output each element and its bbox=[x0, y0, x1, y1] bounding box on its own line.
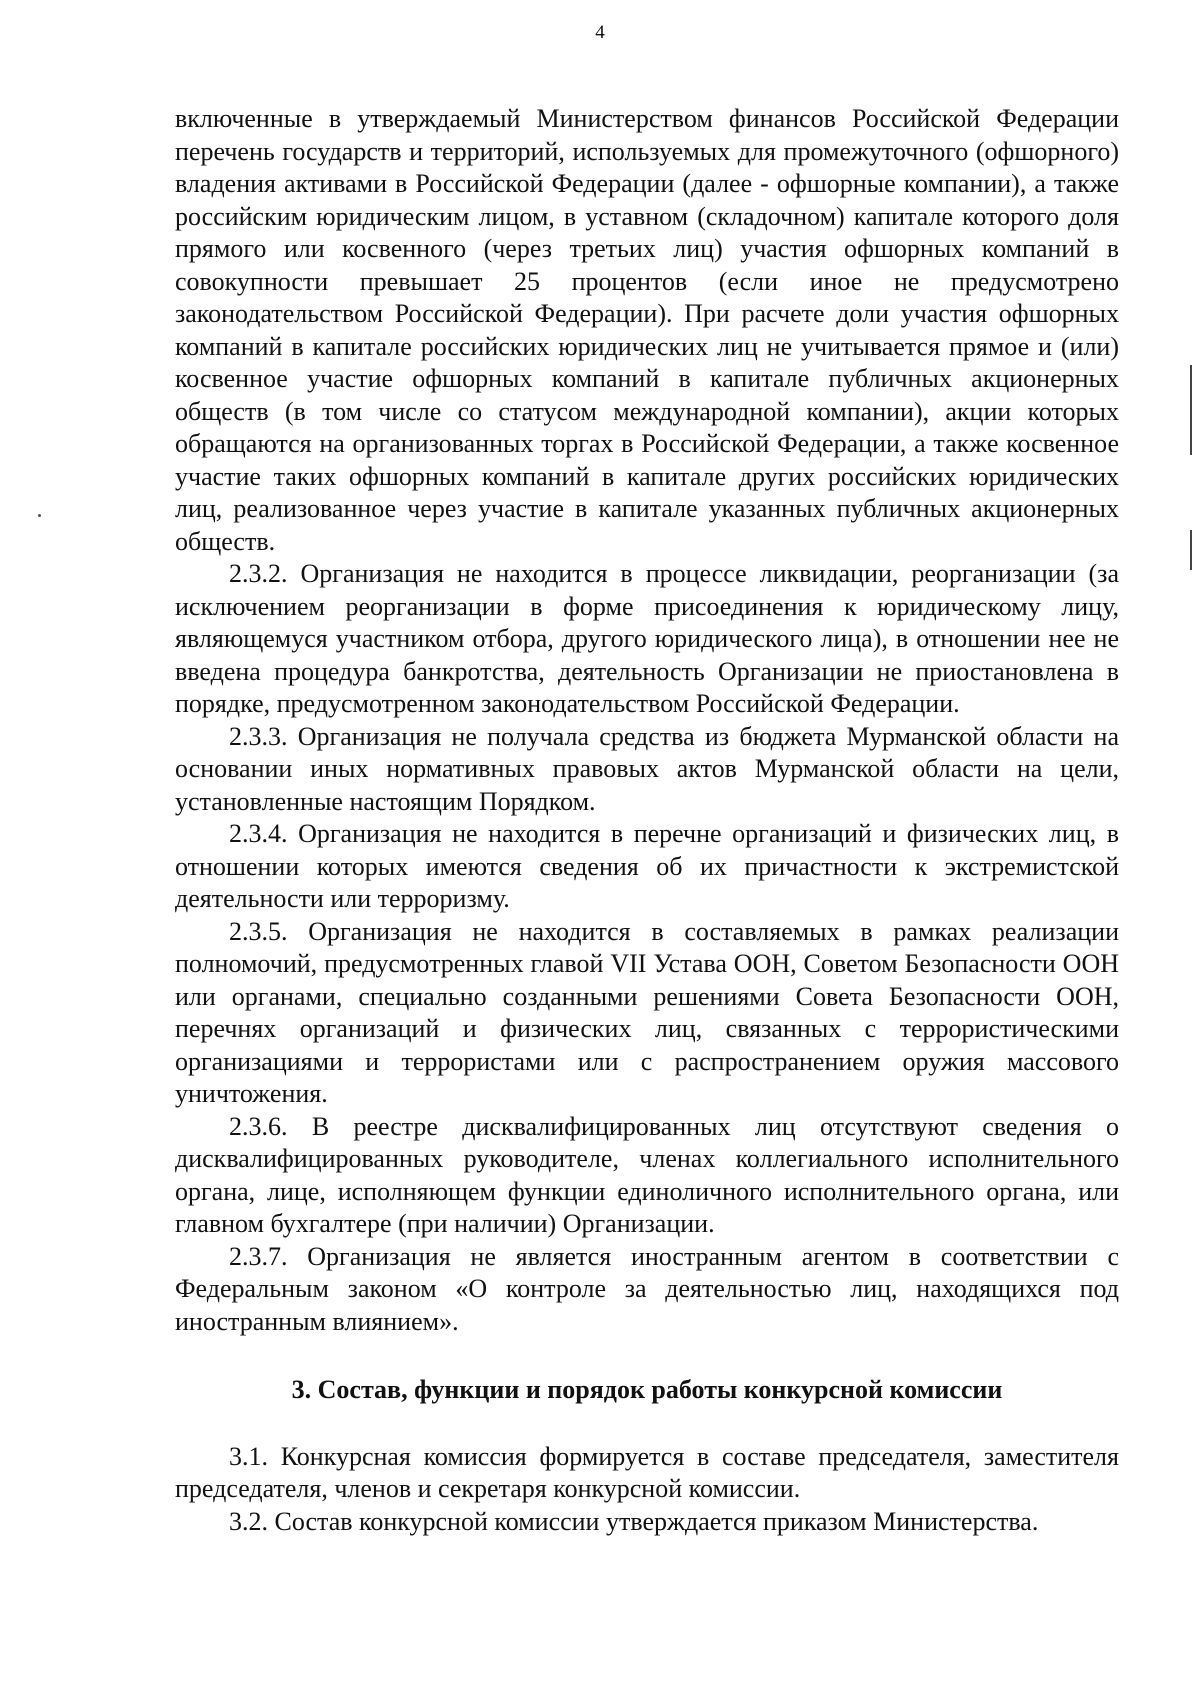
scan-edge-mark bbox=[1190, 365, 1192, 455]
paragraph-2-3-7: 2.3.7. Организация не является иностранным агентом в соответствии с Федеральным законом «О контроле за деятельностью лиц, находящихся под иностранным влиянием». bbox=[175, 1241, 1119, 1336]
document-body bbox=[175, 103, 1119, 1538]
paragraph-offshore-continuation: включенные в утверждаемый Министерством финансов Российской Федерации перечень государств и территорий, используемых для промежуточного (офшорного) владения активами в Российской Федерации (далее - офшорные компании), а также российским юридическим лицом, в уставном (складочном) капитале которого доля прямого или косвенного (через третьих лиц) участия офшорных компаний в совокупности превышает 25 процентов (если иное не предусмотрено законодательством Российской Федерации). При расчете доли участия офшорных компаний в капитале российских юридических лиц не учитывается прямое и (или) косвенное участие офшорных компаний в капитале публичных акционерных обществ (в том числе со статусом международной компании), акции которых обращаются на организованных торгах в Российской Федерации, а также косвенное участие таких офшорных компаний в капитале других российских юридических лиц, реализованное через участие в капитале указанных публичных акционерных обществ. bbox=[175, 104, 1119, 556]
paragraph-2-3-4: 2.3.4. Организация не находится в перечне организаций и физических лиц, в отношении которых имеются сведения об их причастности к экстремистской деятельности или терроризму. bbox=[175, 819, 1119, 913]
paragraph-2-3-3: 2.3.3. Организация не получала средства из бюджета Мурманской области на основании иных нормативных правовых актов Мурманской области на цели, установленные настоящим Порядком. bbox=[175, 721, 1119, 816]
paragraph-2-3-5: 2.3.5. Организация не находится в составляемых в рамках реализации полномочий, предусмотренных главой VII Устава ООН, Советом Безопасности ООН или органами, специально созданными решениями Совета Безопасности ООН, перечнях организаций и физических лиц, связанных с террористическими организациями и террористами или с распространением оружия массового уничтожения. bbox=[175, 916, 1119, 1108]
scan-speck bbox=[38, 514, 41, 517]
paragraph-3-1: 3.1. Конкурсная комиссия формируется в составе председателя, заместителя председателя, членов и секретаря конкурсной комиссии. bbox=[175, 1441, 1119, 1503]
section-3-heading: 3. Состав, функции и порядок работы конкурсной комиссии bbox=[291, 1375, 1003, 1404]
paragraph-2-3-2: 2.3.2. Организация не находится в процессе ликвидации, реорганизации (за исключением реорганизации в форме присоединения к юридическому лицу, являющемуся участником отбора, другого юридического лица), в отношении нее не введена процедура банкротства, деятельность Организации не приостановлена в порядке, предусмотренном законодательством Российской Федерации. bbox=[175, 559, 1119, 718]
page-number: 4 bbox=[595, 22, 605, 43]
paragraph-2-3-6: 2.3.6. В реестре дисквалифицированных лиц отсутствуют сведения о дисквалифицированных руководителе, членах коллегиального исполнительного органа, лице, исполняющем функции единоличного исполнительного органа, или главном бухгалтере (при наличии) Организации. bbox=[175, 1111, 1119, 1238]
scan-edge-mark bbox=[1190, 530, 1192, 570]
paragraph-3-2: 3.2. Состав конкурсной комиссии утверждается приказом Министерства. bbox=[229, 1506, 1039, 1536]
